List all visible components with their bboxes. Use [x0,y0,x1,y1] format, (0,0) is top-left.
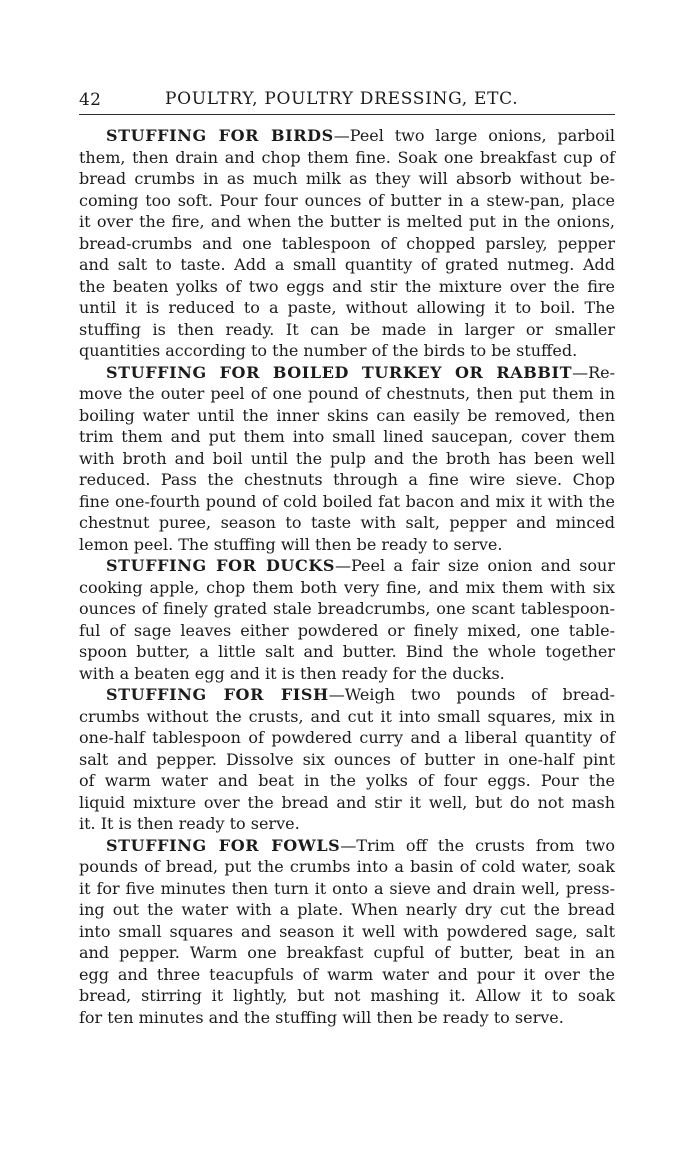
text-line: cooking apple, chop them both very fine, and mix them with six [79,577,615,597]
text-line: stuffing is then ready. It can be made in larger or smaller [79,319,615,339]
text-line: for ten minutes and the stuffing will then be ready to serve. [79,1007,564,1027]
recipe-text: —Peel a fair size onion and sour [334,556,616,575]
recipe-stuffing-for-fish [79,684,615,835]
text-line: liquid mixture over the bread and stir it well, but do not mash [79,792,615,812]
text-line: it for five minutes then turn it onto a sieve and drain well, press- [79,878,615,898]
text-line: it. It is then ready to serve. [79,814,300,833]
paragraph-first-line [79,684,615,706]
recipe-text: —Trim off the crusts from two [340,835,615,855]
recipe-stuffing-for-fowls [79,835,615,1029]
text-line: ful of sage leaves either powdered or finely mixed, one table- [79,620,615,640]
text-line: trim them and put them into small lined saucepan, cover them [79,427,615,446]
text-line: with a beaten egg and it is then ready for the ducks. [79,663,505,683]
recipe-heading: STUFFING FOR DUCKS [106,556,335,575]
text-line: and pepper. Warm one breakfast cupful of butter, beat in an [79,943,615,962]
text-line: move the outer peel of one pound of chestnuts, then put them in [79,384,615,403]
recipe-text: —Weigh two pounds of bread- [328,685,615,704]
recipe-heading: STUFFING FOR BOILED TURKEY OR RABBIT [106,362,573,382]
recipe-heading: STUFFING FOR BIRDS [106,126,334,145]
paragraph-first-line [79,125,615,147]
text-line: fine one-fourth pound of cold boiled fat bacon and mix it with the [79,491,615,511]
text-line: salt and pepper. Dissolve six ounces of butter in one-half pint [79,749,615,769]
text-line: lemon peel. The stuffing will then be ready to serve. [79,534,503,554]
text-line: them, then drain and chop them fine. Soak one breakfast cup of [79,147,615,167]
text-line: quantities according to the number of the birds to be stuffed. [79,341,578,360]
text-line: ounces of finely grated stale breadcrumbs, one scant tablespoon- [79,599,615,618]
paragraph-first-line [79,362,615,384]
recipe-text: —Re- [572,362,615,382]
text-line: into small squares and season it well with powdered sage, salt [79,921,615,941]
paragraph-first-line [79,555,615,577]
page-body [79,125,615,1028]
recipe-stuffing-for-boiled-turkey-or-rabbit [79,362,615,556]
text-line: and salt to taste. Add a small quantity of grated nutmeg. Add [79,255,615,274]
text-line: chestnut puree, season to taste with salt, pepper and minced [79,513,615,532]
text-line: bread, stirring it lightly, but not mashing it. Allow it to soak [79,986,615,1005]
text-line: of warm water and beat in the yolks of four eggs. Pour the [79,771,615,790]
text-line: until it is reduced to a paste, without allowing it to boil. The [79,298,615,317]
recipe-heading: STUFFING FOR FOWLS [106,835,341,855]
text-line: pounds of bread, put the crumbs into a basin of cold water, soak [79,857,615,876]
paragraph-first-line [79,835,615,857]
recipe-stuffing-for-birds [79,125,615,362]
text-line: one-half tablespoon of powdered curry and a liberal quantity of [79,728,615,747]
text-line: boiling water until the inner skins can easily be removed, then [79,405,615,425]
recipe-text: —Peel two large onions, parboil [333,126,615,145]
text-line: the beaten yolks of two eggs and stir the mixture over the fire [79,276,615,296]
text-line: spoon butter, a little salt and butter. Bind the whole together [79,642,615,661]
text-line: it over the fire, and when the butter is melted put in the onions, [79,212,615,231]
recipe-heading: STUFFING FOR FISH [106,685,329,704]
text-line: crumbs without the crusts, and cut it into small squares, mix in [79,706,615,726]
text-line: coming too soft. Pour four ounces of butter in a stew-pan, place [79,190,615,210]
recipe-stuffing-for-ducks [79,555,615,684]
text-line: with broth and boil until the pulp and the broth has been well [79,448,615,468]
text-line: ing out the water with a plate. When nearly dry cut the bread [79,900,615,919]
page-header [79,88,615,115]
text-line: bread-crumbs and one tablespoon of chopped parsley, pepper [79,233,615,253]
text-line: bread crumbs in as much milk as they will absorb without be- [79,169,615,188]
running-head: POULTRY, POULTRY DRESSING, ETC. [165,89,519,109]
text-line: egg and three teacupfuls of warm water and pour it over the [79,964,615,984]
page-number: 42 [79,90,102,110]
text-line: reduced. Pass the chestnuts through a fine wire sieve. Chop [79,470,615,489]
